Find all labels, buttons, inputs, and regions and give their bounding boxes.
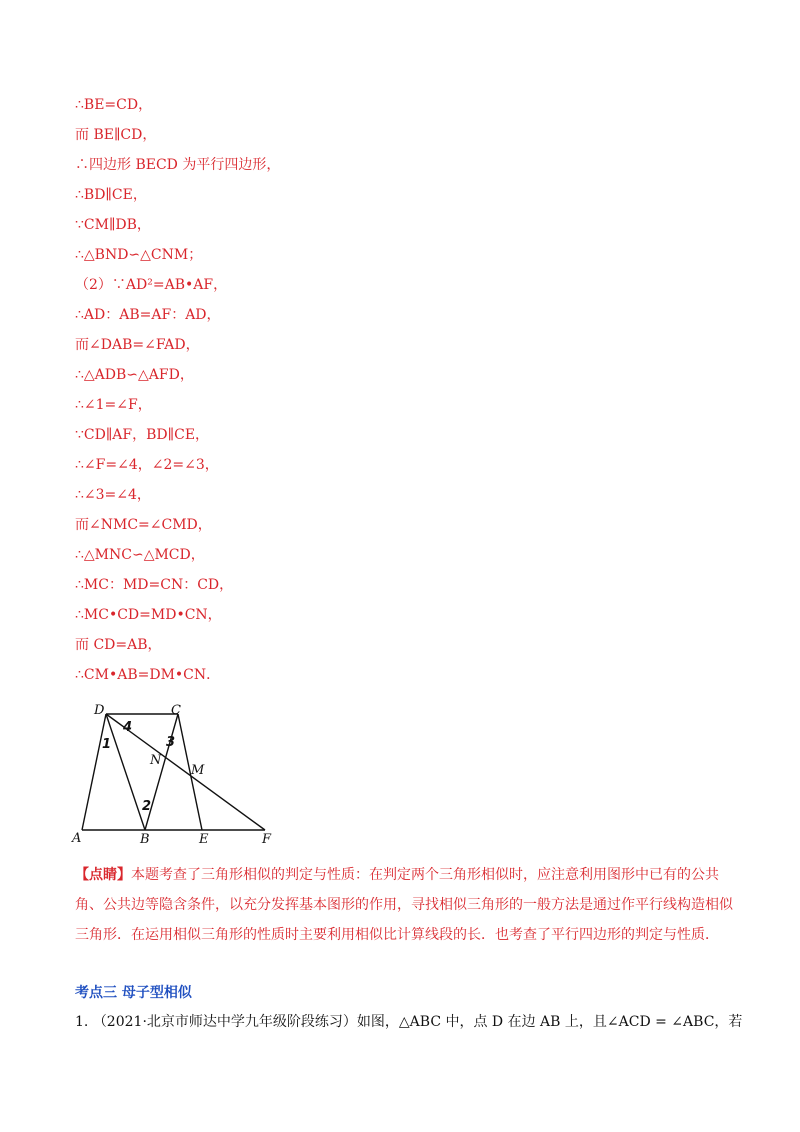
proof-line: 而∠NMC=∠CMD， xyxy=(75,517,212,533)
proof-line: ∴MC：MD=CN：CD， xyxy=(75,577,234,593)
comment-note xyxy=(75,860,735,950)
proof-line: ∴四边形 BECD 为平行四边形， xyxy=(75,157,281,173)
problem-text: 如图，△ABC 中，点 D 在边 AB 上，且∠ACD = ∠ABC，若 xyxy=(356,1014,743,1030)
proof-line: ∴△MNC∽△MCD， xyxy=(75,547,205,563)
proof-line: ∴∠F=∠4，∠2=∠3， xyxy=(75,457,219,473)
angle-1-label: 1 xyxy=(102,737,112,752)
proof-line: 而∠DAB=∠FAD， xyxy=(75,337,200,353)
geometry-diagram xyxy=(70,702,290,852)
proof-line: 而 BE∥CD， xyxy=(75,127,157,143)
segment-da xyxy=(82,714,106,830)
point-m-label: M xyxy=(191,763,205,778)
proof-solution xyxy=(75,95,735,695)
proof-line: ∴△ADB∽△AFD， xyxy=(75,367,194,383)
section-title: 考点三 母子型相似 xyxy=(75,985,192,1001)
proof-line: ∴AD：AB=AF：AD， xyxy=(75,307,221,323)
proof-line: ∴CM•AB=DM•CN． xyxy=(75,667,221,683)
point-b-label: B xyxy=(140,832,150,847)
point-e-label: E xyxy=(199,832,209,847)
point-d-label: D xyxy=(94,703,105,718)
proof-line: ∴∠1=∠F， xyxy=(75,397,152,413)
proof-line: ∵CD∥AF，BD∥CE， xyxy=(75,427,210,443)
angle-2-label: 2 xyxy=(142,799,152,814)
problem-source: （2021·北京市师达中学九年级阶段练习） xyxy=(92,1014,357,1030)
point-a-label: A xyxy=(72,831,82,846)
proof-line: ∵CM∥DB， xyxy=(75,217,151,233)
proof-line: ∴∠3=∠4， xyxy=(75,487,151,503)
proof-line: ∴BD∥CE， xyxy=(75,187,147,203)
angle-4-label: 4 xyxy=(123,720,133,735)
point-n-label: N xyxy=(150,753,162,768)
geometry-figure xyxy=(70,702,290,852)
comment-tag: 【点睛】 xyxy=(75,867,131,883)
problem-number: 1. xyxy=(75,1014,89,1030)
problem-statement xyxy=(75,1012,743,1032)
proof-line: 而 CD=AB， xyxy=(75,637,162,653)
proof-line: ∴BE=CD， xyxy=(75,97,153,113)
point-c-label: C xyxy=(171,703,181,718)
figure-lines xyxy=(82,714,265,830)
proof-line: ∴MC•CD=MD•CN， xyxy=(75,607,222,623)
point-f-label: F xyxy=(262,832,272,847)
angle-3-label: 3 xyxy=(166,735,176,750)
comment-text: 本题考查了三角形相似的判定与性质：在判定两个三角形相似时，应注意利用图形中已有的公共角、公共边等隐含条件，以充分发挥基本图形的作用，寻找相似三角形的一般方法是通过作平行线构造相似三角形．在运用相似三角形的性质时主要利用相似比计算线段的长．也考查了平行四边形的判定与性质． xyxy=(75,867,733,943)
proof-line: （2）∵AD²=AB•AF， xyxy=(75,277,228,293)
proof-line: ∴△BND∽△CNM； xyxy=(75,247,203,263)
